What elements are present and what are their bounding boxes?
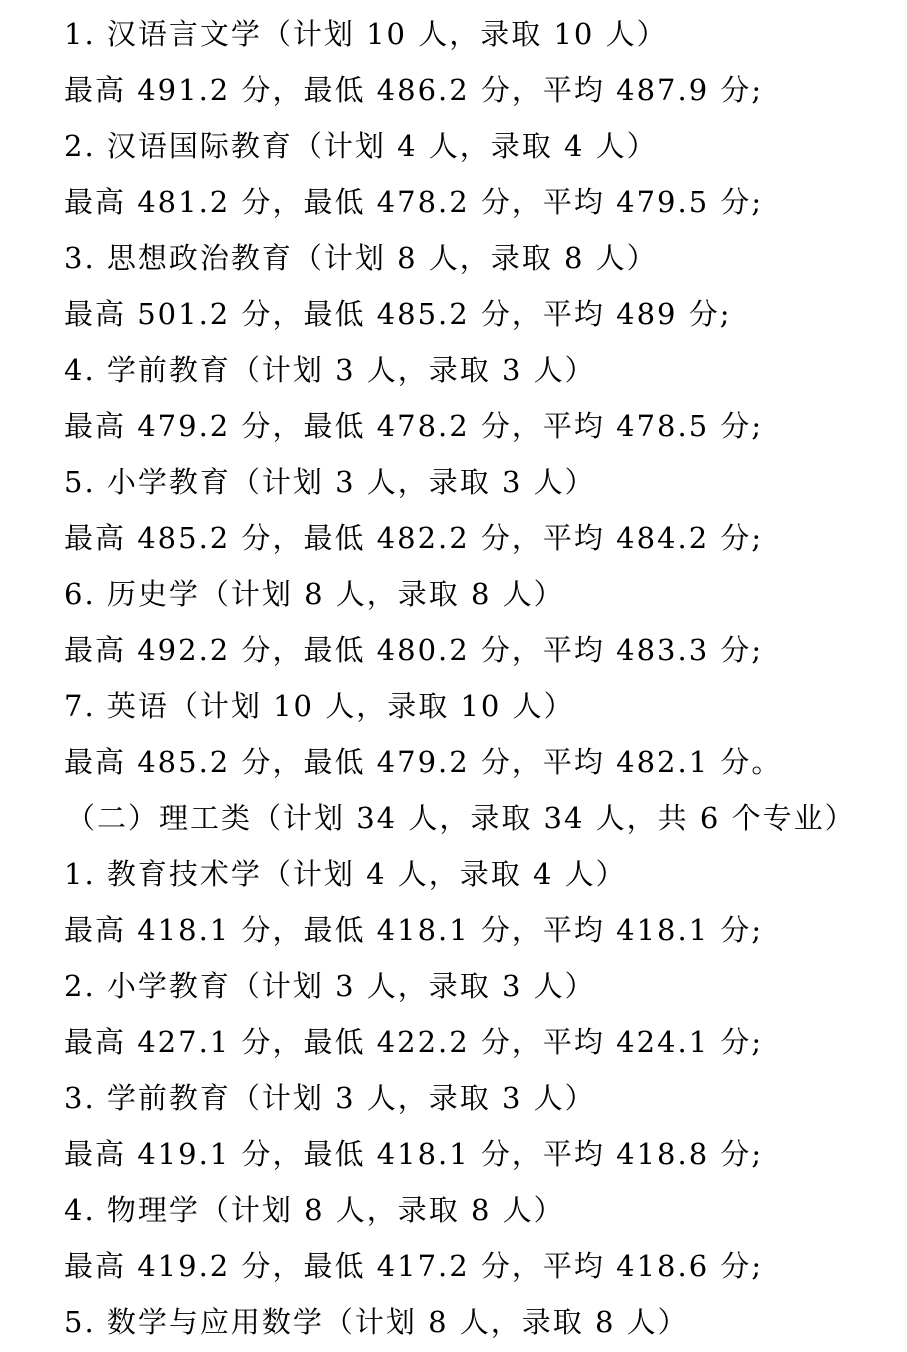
- score-line: 最高 485.2 分，最低 482.2 分，平均 484.2 分;: [64, 521, 764, 555]
- major-title: 3. 思想政治教育（计划 8 人，录取 8 人）: [64, 241, 658, 275]
- major-title: 1. 教育技术学（计划 4 人，录取 4 人）: [64, 857, 627, 891]
- major-title: 1. 汉语言文学（计划 10 人，录取 10 人）: [64, 17, 668, 51]
- major-entry: [0, 568, 907, 680]
- major-title: 7. 英语（计划 10 人，录取 10 人）: [64, 689, 575, 723]
- score-line: 最高 485.2 分，最低 479.2 分，平均 482.1 分。: [64, 745, 783, 779]
- major-entry: [0, 232, 907, 344]
- major-entry: [0, 1184, 907, 1296]
- major-title: 4. 物理学（计划 8 人，录取 8 人）: [64, 1193, 565, 1227]
- major-entry: [0, 960, 907, 1072]
- score-line: 最高 481.2 分，最低 478.2 分，平均 479.5 分;: [64, 185, 764, 219]
- section-heading-science: （二）理工类（计划 34 人，录取 34 人，共 6 个专业）: [66, 801, 856, 835]
- major-entry: [0, 680, 907, 792]
- major-title: 3. 学前教育（计划 3 人，录取 3 人）: [64, 1081, 596, 1115]
- score-line: 最高 501.2 分，最低 485.2 分，平均 489 分;: [64, 297, 732, 331]
- major-title: 5. 小学教育（计划 3 人，录取 3 人）: [64, 465, 596, 499]
- major-title: 2. 汉语国际教育（计划 4 人，录取 4 人）: [64, 129, 658, 163]
- score-line: 最高 418.1 分，最低 418.1 分，平均 418.1 分;: [64, 913, 764, 947]
- major-entry: [0, 8, 907, 120]
- admission-scores-document: [0, 8, 907, 1352]
- score-line: 最高 419.1 分，最低 418.1 分，平均 418.8 分;: [64, 1137, 764, 1171]
- score-line: 最高 479.2 分，最低 478.2 分，平均 478.5 分;: [64, 409, 764, 443]
- major-entry: [0, 1072, 907, 1184]
- major-entry: [0, 344, 907, 456]
- score-line: 最高 492.2 分，最低 480.2 分，平均 483.3 分;: [64, 633, 764, 667]
- score-line: 最高 491.2 分，最低 486.2 分，平均 487.9 分;: [64, 73, 764, 107]
- major-entry: [0, 848, 907, 960]
- major-entry: [0, 120, 907, 232]
- score-line: 最高 419.2 分，最低 417.2 分，平均 418.6 分;: [64, 1249, 764, 1283]
- major-title: 2. 小学教育（计划 3 人，录取 3 人）: [64, 969, 596, 1003]
- major-title-partial: 5. 数学与应用数学（计划 8 人，录取 8 人）: [64, 1305, 689, 1339]
- major-entry: [0, 456, 907, 568]
- major-title: 4. 学前教育（计划 3 人，录取 3 人）: [64, 353, 596, 387]
- major-title: 6. 历史学（计划 8 人，录取 8 人）: [64, 577, 565, 611]
- score-line: 最高 427.1 分，最低 422.2 分，平均 424.1 分;: [64, 1025, 764, 1059]
